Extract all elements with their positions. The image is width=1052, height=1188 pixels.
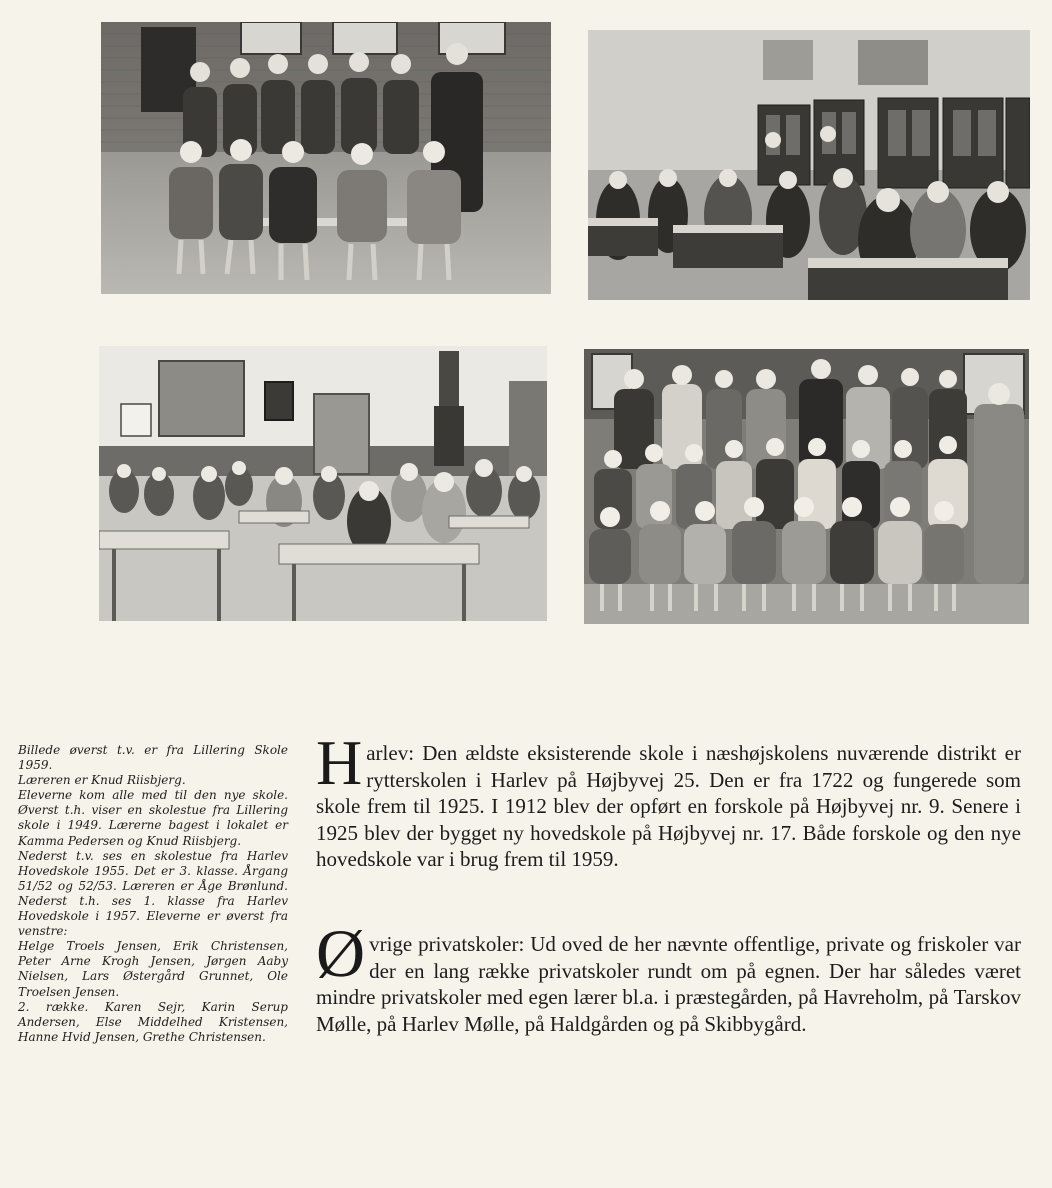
photo-harlev-classroom-1955 [99, 346, 547, 621]
photo-harlev-first-class-1957 [584, 349, 1029, 624]
dropcap-o: Ø [316, 915, 366, 991]
photo-lillering-classroom-1949 [588, 30, 1030, 300]
photo-classroom-image [588, 30, 1030, 300]
photo-caption [18, 743, 288, 1045]
caption-paragraph-4: Nederst t.v. ses en skolestue fra Harlev Hovedskole 1955. Det er 3. klasse. Årgang 51/52 og 52/53. Læreren er Åge Brønlund. Nederst t.h. ses 1. klasse fra Harlev Hovedskole i 1957. Eleverne er øverst fra venstre: [18, 848, 288, 939]
photo-first-class-image [584, 349, 1029, 624]
caption-paragraph-3: Eleverne kom alle med til den nye skole. Øverst t.h. viser en skolestue fra Lillering skole i 1949. Lærerne bagest i lokalet er Kamma Pedersen og Knud Riisbjerg. [18, 788, 288, 848]
caption-paragraph-5: Helge Troels Jensen, Erik Christensen, Peter Arne Krogh Jensen, Jørgen Aaby Nielsen, Lars Østergård Grunnet, Ole Troelsen Jensen. [18, 939, 288, 999]
photo-lillering-class-1959 [101, 22, 551, 294]
article-ovrige-text: vrige privatskoler: Ud oved de her nævnte offentlige, private og friskoler var der en lang række privatskoler rundt om på egnen. Der har således været mindre privatskoler med egen lærer bl.a. i præstegården, på Havreholm, på Tarskov Mølle, på Harlev Mølle, på Haldgården og på Skibbygård. [316, 932, 1021, 1036]
caption-paragraph-2: Læreren er Knud Riisbjerg. [18, 773, 186, 788]
article-ovrige-privatskoler [316, 915, 1021, 1037]
dropcap-h: H [316, 727, 363, 798]
article-harlev-text: arlev: Den ældste eksisterende skole i næshøjskolens nuværende distrikt er rytterskolen i Harlev på Højbyvej 25. Den er fra 1722 og fungerede som skole frem til 1925. I 1912 blev der opført en forskole på Højbyvej nr. 9. Senere i 1925 blev der bygget ny hovedskole på Højbyvej nr. 17. Både forskole og den nye hovedskole var i brug frem til 1959. [316, 741, 1021, 871]
photo-harlev-classroom-image [99, 346, 547, 621]
photo-class-outdoors-image [101, 22, 551, 294]
caption-paragraph-6: 2. række. Karen Sejr, Karin Serup Andersen, Else Middelhed Kristensen, Hanne Hvid Jensen, Grethe Christensen. [18, 999, 288, 1044]
article-harlev [316, 727, 1021, 873]
caption-paragraph-1: Billede øverst t.v. er fra Lillering Skole 1959. [18, 743, 288, 773]
